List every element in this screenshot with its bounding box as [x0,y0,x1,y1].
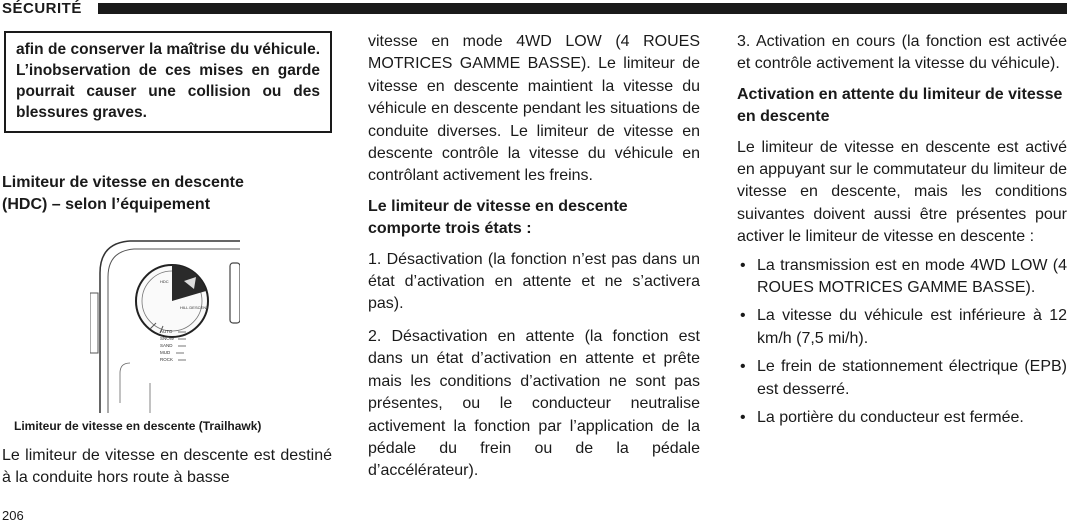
mode-rock: ROCK [160,357,174,362]
column-middle [368,31,700,483]
paragraph-state-2: 2. Désactivation en attente (la fonction est dans un état d’activation en attente et prête mais les conditions d’activation ne sont pas présentes, ou le conducteur neutralise activement la fonction par l’application de la pédale du frein ou de la pédale d’accélérateur). [368,327,700,480]
figure-caption: Limiteur de vitesse en descente (Trailhawk) [14,419,262,433]
header-rule [98,3,1067,14]
list-item: • La vitesse du véhicule est inférieure à 12 km/h (7,5 mi/h). [740,307,1067,347]
hdc-switch-illustration [90,233,240,413]
section-heading [2,172,332,216]
paragraph-state-3: 3. Activation en cours (la fonction est activée et contrôle activement la vitesse du véhicule). [737,33,1067,73]
subheading-activation: Activation en attente du limiteur de vitesse en descente [737,85,1063,126]
button-top-label: HDC [160,279,169,284]
mode-auto: AUTO [160,329,173,334]
page-number: 206 [2,508,24,523]
button-label: HILL DESCENT [180,305,209,310]
list-item: • La portière du conducteur est fermée. [740,409,1024,427]
mode-snow: SNOW [160,336,174,341]
paragraph-activation-conditions: Le limiteur de vitesse en descente est activé en appuyant sur le commutateur du limiteur de vitesse en descente, mais les conditions suivantes doivent aussi être présentes pour activer le limiteur de vitesse en descente : [737,138,1067,246]
column-left [2,31,332,490]
list-item: • La transmission est en mode 4WD LOW (4 ROUES MOTRICES GAMME BASSE). [740,256,1067,297]
hdc-switch-drawing [90,233,240,413]
paragraph-hdc-description: vitesse en mode 4WD LOW (4 ROUES MOTRICES GAMME BASSE). Le limiteur de vitesse en descente maintient la vitesse du véhicule en descente pendant les situations de conduite diverses. Le limiteur de vitesse en descente contrôle la vitesse du véhicule en contrôlant activement les freins. [368,33,700,185]
paragraph-state-1: 1. Désactivation (la fonction n’est pas dans un état d’activation en attente et ne s’activera pas). [368,250,700,313]
mode-sand: SAND [160,343,173,348]
mode-mud: MUD [160,350,171,355]
conditions-list [737,255,1067,430]
column-right [737,31,1067,430]
warning-box: afin de conserver la maîtrise du véhicule. L’inobservation de ces mises en garde pourrait causer une collision ou des blessures graves. [4,31,332,133]
section-heading-line2: (HDC) – selon l’équipement [2,196,211,213]
list-item: • Le frein de stationnement électrique (EPB) est desserré. [740,358,1067,398]
intro-paragraph: Le limiteur de vitesse en descente est destiné à la conduite hors route à basse [2,447,332,487]
section-heading-line1: Limiteur de vitesse en descente [2,174,244,191]
section-title: SÉCURITÉ [2,0,82,17]
subheading-three-states: Le limiteur de vitesse en descente comporte trois états : [368,197,628,238]
